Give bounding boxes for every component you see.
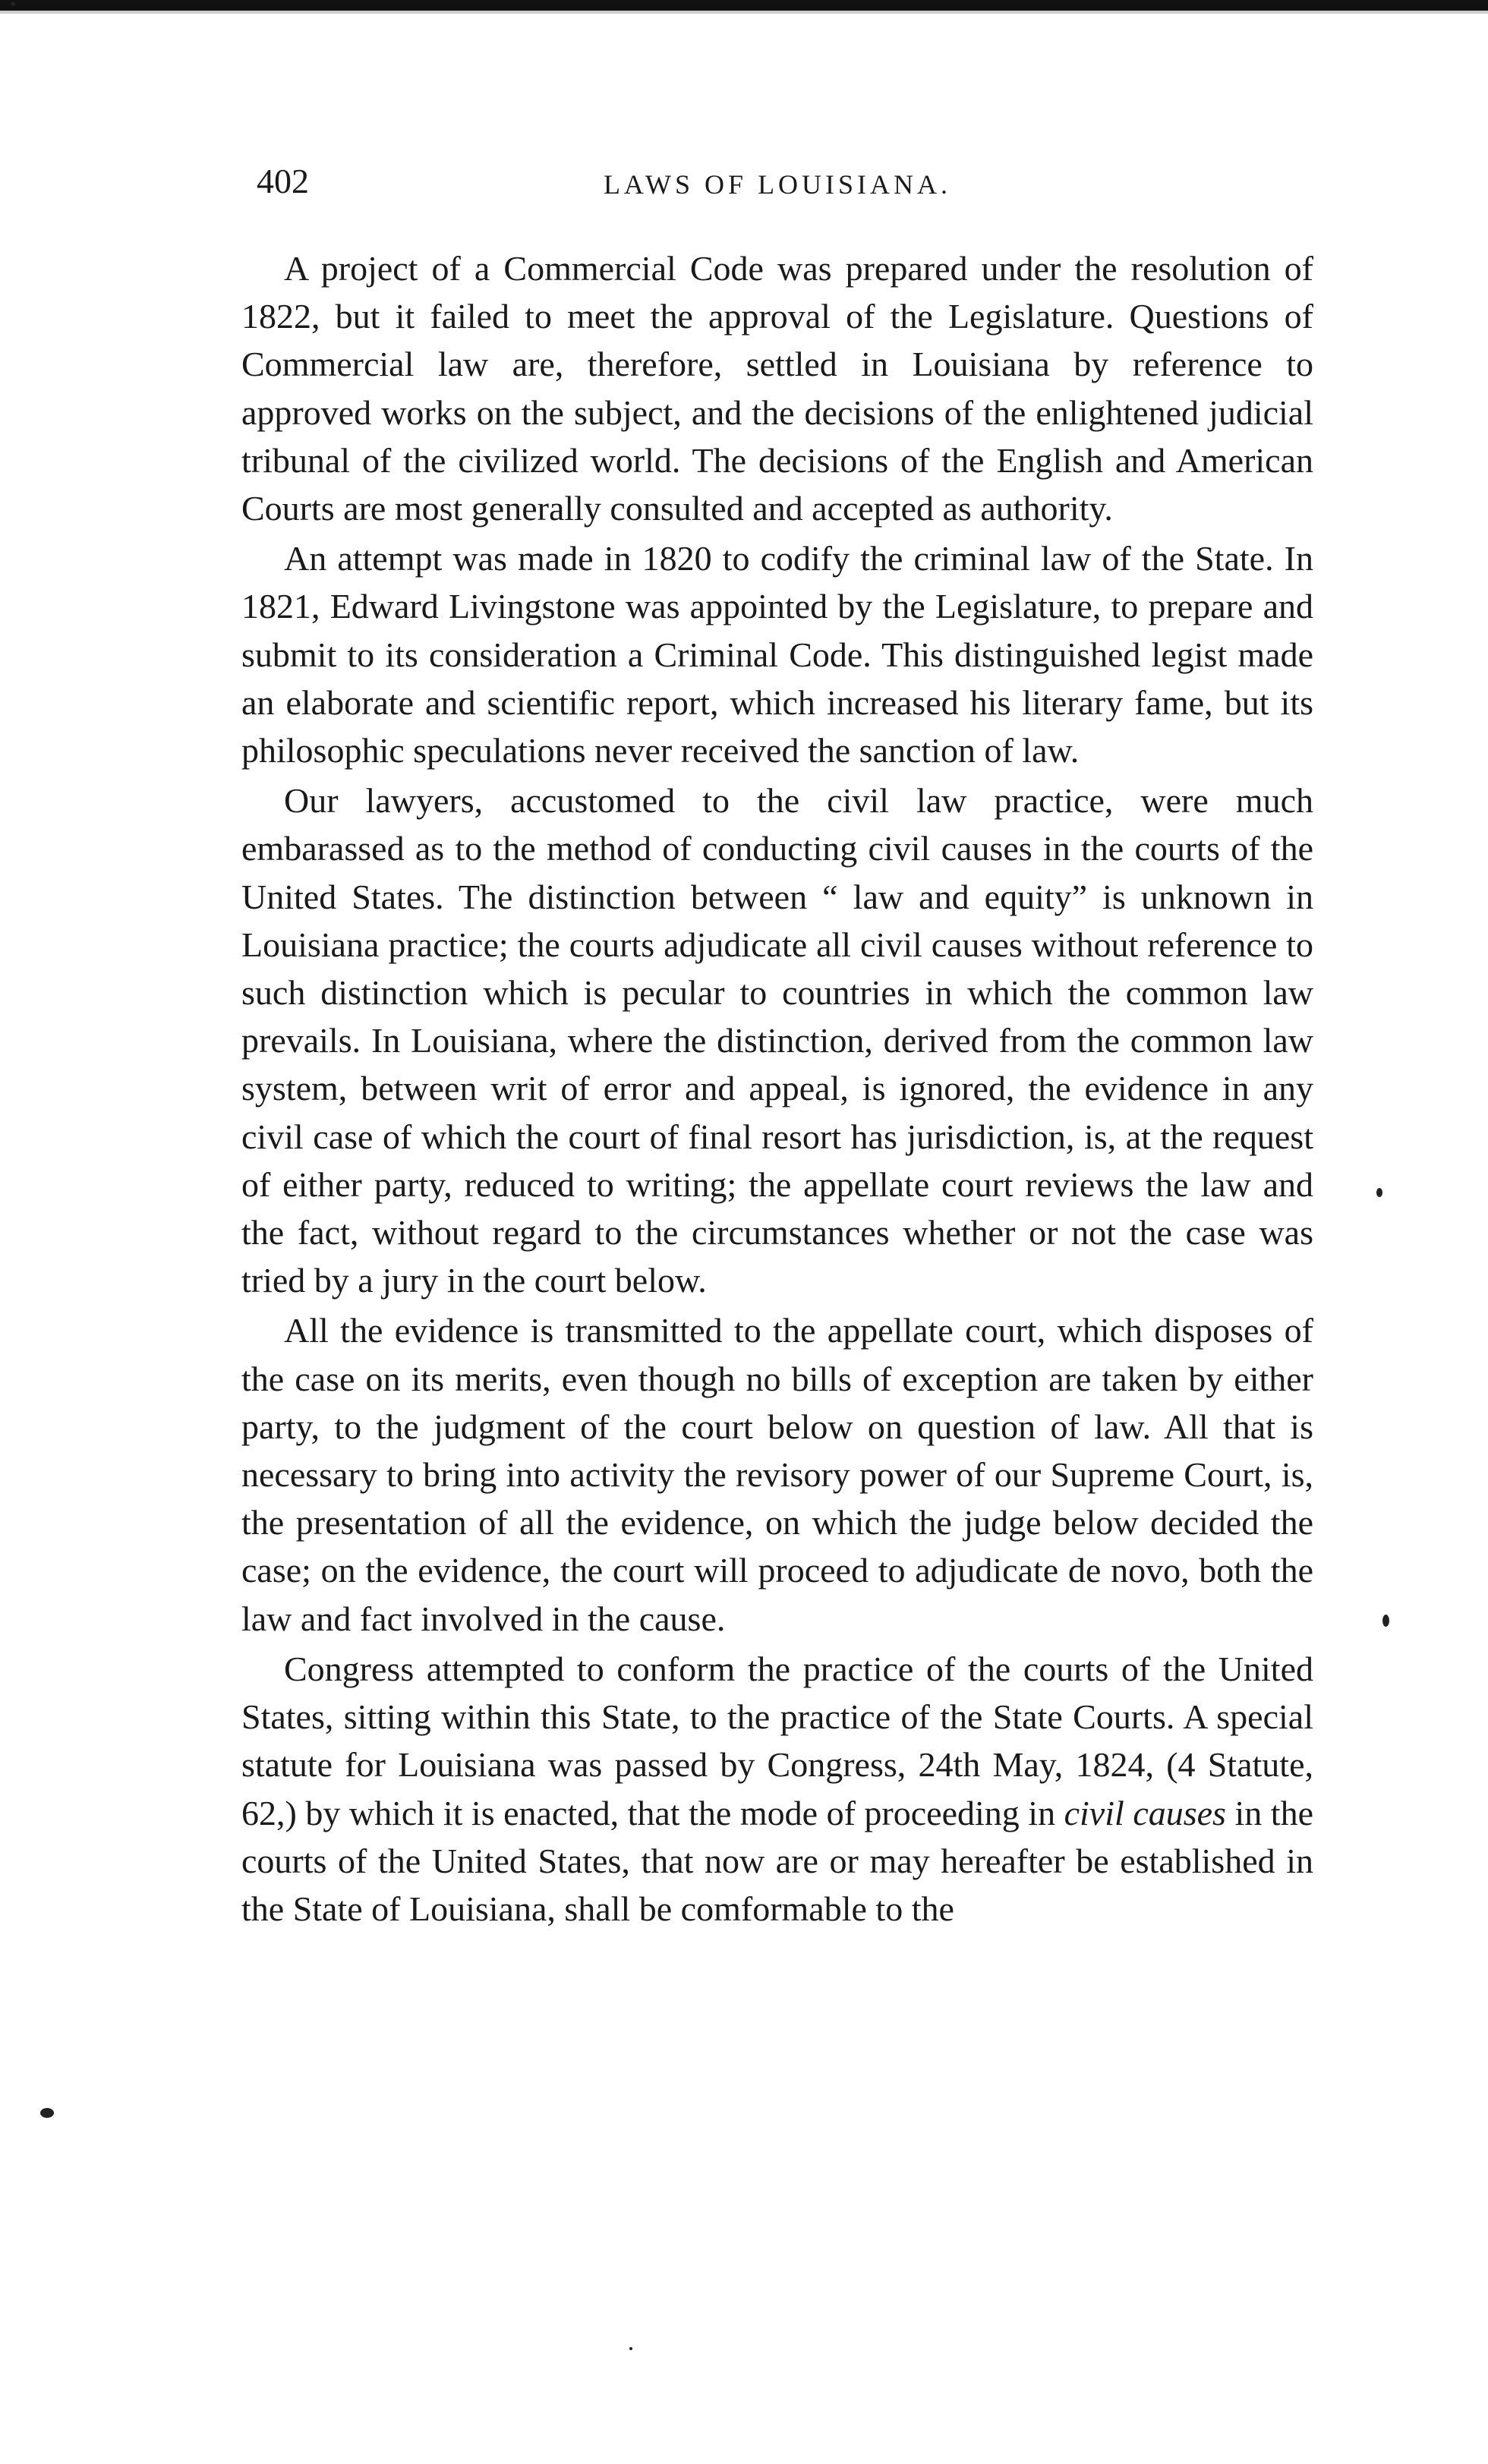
margin-speck [1376, 1188, 1382, 1197]
top-border-shadow [0, 11, 1488, 14]
paragraph-appellate-evidence: All the evidence is transmitted to the appellate court, which disposes of the case on its merits, even though no bills of exception are taken by either party, to the judgment of the court below on question of law. All that is necessary to bring into activity the revisory power of our Supreme Court, is, the presentation of all the evidence, on which the judge below decided the case; on the evidence, the court will proceed to adjudicate de novo, both the law and fact involved in the cause. [241, 1311, 1313, 1638]
margin-speck [40, 2108, 54, 2118]
paragraph-commercial-code: A project of a Commercial Code was prepared under the resolution of 1822, but it failed to meet the approval of the Legislature. Questions of Commercial law are, therefore, settled in Louisiana by reference to approved works on the subject, and the decisions of the enlightened judicial tribunal of the civilized world. The decisions of the English and American Courts are most generally consulted and accepted as authority. [241, 249, 1313, 528]
paragraph-text: in the courts of the United States, that now are or may hereafter be established in the State of Louisiana, shall be comformable to the [241, 1793, 1313, 1928]
margin-speck [1382, 1615, 1389, 1627]
page-number: 402 [257, 162, 309, 200]
top-border-rule [0, 0, 1488, 11]
paragraph-congress-statute [241, 1645, 1313, 1933]
italic-phrase: civil causes [1064, 1793, 1226, 1832]
body-text [241, 244, 1313, 1933]
margin-speck [11, 2, 15, 6]
margin-speck [629, 2347, 632, 2350]
running-head [241, 161, 1313, 206]
paragraph-text: Congress attempted to conform the practice of the courts of the United States, sitting within this State, to the practice of the State Courts. A special statute for Louisiana was passed by Congress, 24th May, 1824, (4 Statute, 62,) by which it is enacted, that the mode of proceeding in [241, 1649, 1313, 1832]
running-title: LAWS OF LOUISIANA. [603, 169, 952, 200]
book-page [241, 161, 1313, 1935]
paragraph-criminal-code: An attempt was made in 1820 to codify the criminal law of the State. In 1821, Edward Livingstone was appointed by the Legislature, to prepare and submit to its consideration a Criminal Code. This distinguished legist made an elaborate and scientific report, which increased his literary fame, but its philosophic speculations never received the sanction of law. [241, 539, 1313, 770]
paragraph-civil-practice: Our lawyers, accustomed to the civil law practice, were much embarassed as to the method of conducting civil causes in the courts of the United States. The distinction between “ law and equity” is unknown in Louisiana practice; the courts adjudicate all civil causes without reference to such distinction which is pecular to countries in which the common law prevails. In Louisiana, where the distinction, derived from the common law system, between writ of error and appeal, is ignored, the evidence in any civil case of which the court of final resort has jurisdiction, is, at the request of either party, reduced to writing; the appellate court reviews the law and the fact, without regard to the circumstances whether or not the case was tried by a jury in the court below. [241, 781, 1313, 1300]
